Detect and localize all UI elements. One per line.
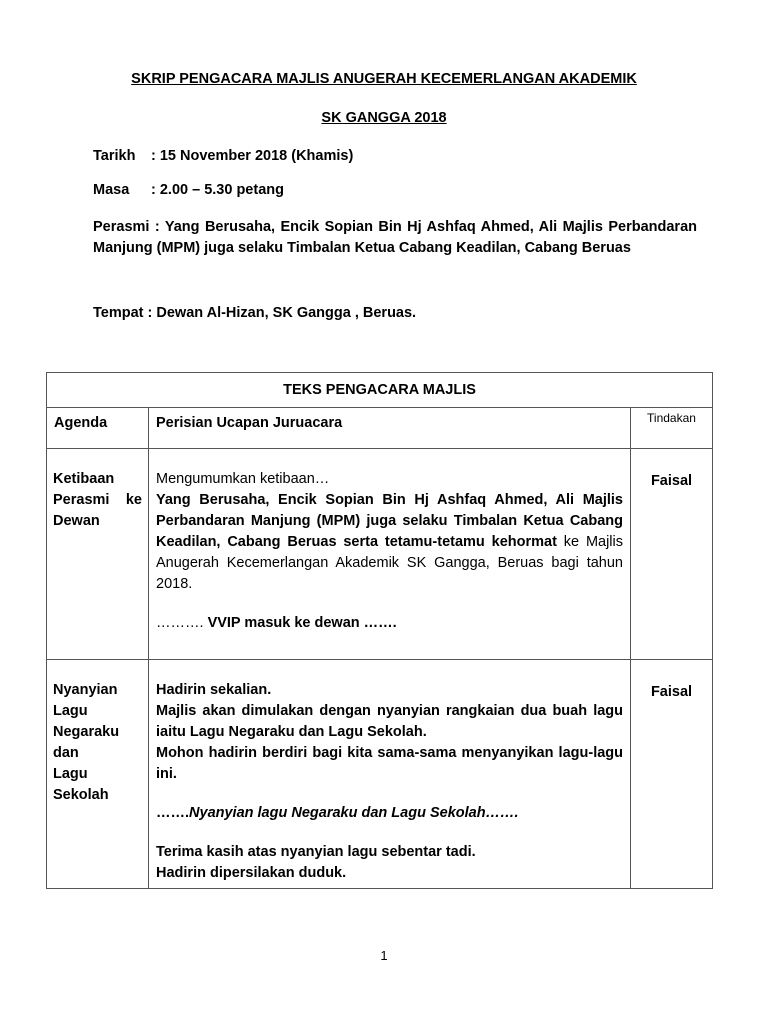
row1-para-normal: ke Majlis Anugerah Kecemerlangan Akademik SK Gangga, Beruas bagi tahun 2018.: [156, 534, 624, 592]
page-number: 1: [380, 948, 388, 963]
row1-vvip-line: [156, 613, 623, 634]
perasmi-paragraph: Perasmi : Yang Berusaha, Encik Sopian Bin Hj Ashfaq Ahmed, Ali Majlis Perbandaran Manjung (MPM) juga selaku Timbalan Ketua Cabang Keadilan, Cabang Beruas: [93, 219, 697, 256]
row2-line2: Majlis akan dimulakan dengan nyanyian rangkaian dua buah lagu iaitu Lagu Negaraku dan Lagu Sekolah.: [156, 703, 623, 740]
row2-line3: Mohon hadirin berdiri bagi kita sama-sama menyanyikan lagu-lagu ini.: [156, 745, 623, 782]
row2-tindakan: Faisal: [650, 684, 693, 700]
row1-vvip: VVIP masuk ke dewan …….: [207, 615, 397, 631]
row2-line6: Hadirin dipersilakan duduk.: [156, 865, 347, 881]
row2-agenda-line: Lagu: [53, 766, 88, 782]
row2-agenda-line: Sekolah: [53, 787, 109, 803]
row2-line1: Hadirin sekalian.: [156, 682, 272, 698]
table-row: [47, 449, 713, 660]
tempat-line: Tempat : Dewan Al-Hizan, SK Gangga , Beruas.: [93, 305, 417, 321]
row2-line4-italic: Nyanyian lagu Negaraku dan Lagu Sekolah…….: [189, 805, 519, 821]
header-agenda: Agenda: [54, 415, 108, 431]
header-teks: Perisian Ucapan Juruacara: [156, 415, 343, 431]
row2-agenda-line: dan: [53, 745, 79, 761]
tarikh-line: [93, 146, 697, 167]
masa-label: Masa: [93, 182, 130, 198]
table-header-row: [47, 408, 713, 449]
row2-line4: [156, 803, 623, 824]
row1-line1: Mengumumkan ketibaan…: [156, 471, 330, 487]
masa-value: : 2.00 – 5.30 petang: [151, 182, 284, 198]
row1-paragraph: [156, 490, 623, 595]
table-title: TEKS PENGACARA MAJLIS: [47, 373, 713, 408]
row2-agenda-line: Lagu: [53, 703, 88, 719]
row2-line5: Terima kasih atas nyanyian lagu sebentar tadi.: [156, 844, 476, 860]
row2-line4-prefix: …….: [156, 805, 190, 821]
header-tindakan: Tindakan: [647, 411, 696, 425]
script-table: [46, 372, 713, 889]
row1-para-bold: Yang Berusaha, Encik Sopian Bin Hj Ashfaq Ahmed, Ali Majlis Perbandaran Manjung (MPM) juga selaku Timbalan Ketua Cabang Keadilan, Cabang Beruas serta tetamu-tetamu kehormat: [156, 492, 623, 550]
row1-tindakan: Faisal: [650, 473, 693, 489]
row2-agenda: [47, 660, 148, 806]
row2-agenda-line: Negaraku: [53, 724, 120, 740]
row1-agenda: Ketibaan Perasmi ke Dewan: [53, 471, 142, 529]
row2-agenda-line: Nyanyian: [53, 682, 118, 698]
document-title: SKRIP PENGACARA MAJLIS ANUGERAH KECEMERLANGAN AKADEMIK: [131, 71, 637, 87]
document-subtitle: SK GANGGA 2018: [321, 110, 447, 126]
table-row: [47, 660, 713, 889]
masa-line: [93, 180, 697, 201]
tarikh-label: Tarikh: [93, 148, 136, 164]
row1-dots: ……….: [156, 615, 208, 631]
tarikh-value: : 15 November 2018 (Khamis): [151, 148, 354, 164]
